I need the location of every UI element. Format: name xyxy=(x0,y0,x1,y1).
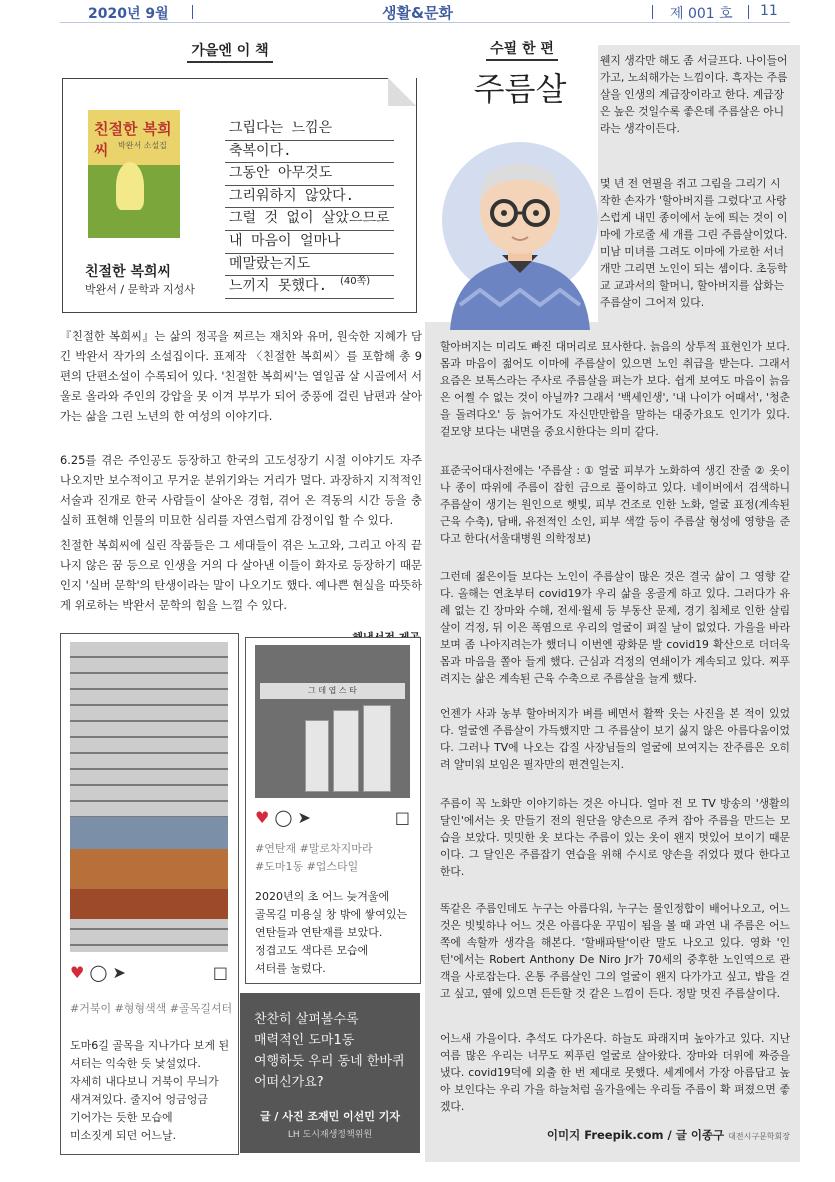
book-paragraph: 친절한 복희씨에 실린 작품들은 그 세대들이 겪은 노고와, 그리고 아직 끝나지 않은 꿈 등으로 인생을 거의 다 살아낸 이들이 화자로 등장하기 때문인지 '실버 문학'의 탄생이라는 말이 나오기도 했다. 예나쁜 현실을 따뜻하게 위로하는 박완서 문학의 힘을 느낄 수 있다. xyxy=(60,538,422,612)
book-paragraph: 6.25를 겪은 주인공도 등장하고 한국의 고도성장기 시절 이야기도 자주 나오지만 보수적이고 무거운 분위기와는 거리가 멀다. 과장하지 지적적인 서술과 진개로 한국 사람들이 살아온 경험, 겪어 온 격동의 시간 등을 충실히 표현해 인물의 미묘한 심리를 자연스럽게 감정이입 할 수 있다. xyxy=(60,453,422,527)
section-title: 생활&문화 xyxy=(381,4,454,22)
insta-tags: #연탄재 #말로차지마라 #도마1동 #업스타일 xyxy=(255,842,373,873)
turtle-shutter-photo xyxy=(70,642,228,952)
cover-title: 친절한 복희씨 xyxy=(94,120,172,159)
insta-actions xyxy=(255,808,410,827)
book-section-heading: 가을엔 이 책 xyxy=(160,40,300,60)
essay-paragraph: 그런데 젊은이들 보다는 노인이 주름살이 많은 것은 결국 삶이 그 영향 같다. 올해는 연초부터 covid19가 우리 삶을 옹골게 하고 있다. 그러다가 유례 없는 긴 장마와 수해, 전세·월세 등 부동산 문제, 경기 침체로 인한 살림살이 걱정, 뒤 이은 폭염으로 우리의 얼굴이 펴질 날이 없었다. 가을을 바라보며 좀 나아지려는가 했더니 이번엔 광화문 발 covid19 확산으로 더더욱 몸과 마음을 쫄아 들게 했다. 근심과 걱정의 연쇄이가 계속되고 있다. 찌푸려지는 삶은 계속된 근육 수축으로 주름살을 늘게 했다. xyxy=(440,570,790,685)
bookmark-icon[interactable]: □ xyxy=(394,808,410,827)
book-cover xyxy=(88,110,180,238)
elderly-man-illustration xyxy=(440,115,600,330)
insta-tags: #거북이 #형형색색 #골목길셔터 xyxy=(70,1002,233,1015)
header-divider xyxy=(652,5,653,19)
essay-credit: 이미지 Freepik.com / 글 이종구 대전시구문학회장 xyxy=(546,1128,790,1142)
bookmark-icon[interactable]: □ xyxy=(212,963,228,982)
essay-paragraph: 언젠가 사과 농부 할아버지가 벼를 베면서 활짝 웃는 사진을 본 적이 있었다. 얼굴엔 주름살이 가득했지만 그 주름살이 보기 싫지 않은 아름다움이었다. 그러나 TV에 나오는 갑질 사장님들의 얼굴에 보여지는 잔주름은 오히려 얄미워 보임은 필자만의 편견일는지. xyxy=(440,707,790,771)
essay-paragraph: 어느새 가을이다. 추석도 다가온다. 하늘도 파래지며 높아가고 있다. 지난 여름 많은 우리는 너무도 찌푸린 얼굴로 살아왔다. 장마와 더위에 짜증을 냈다. covid19덕에 외출 한 번 제대로 못했다. 세계에서 가장 아름답고 높아 보인다는 우리 가을 하늘처럼 올가을에는 우리들 주름이 확 펴졌으면 좋겠다. xyxy=(440,1032,790,1113)
essay-side-paragraph: 몇 년 전 연필을 쥐고 그림을 그리기 시작한 손자가 '할아버지를 그렸다'고 사랑스럽게 내민 종이에서 눈에 띄는 것이 이마에 가로줄 세 개를 그린 주름살이었다. 미남 미녀를 그려도 이마에 가로한 서너개만 그리면 노인이 되는 셈이다. 초등학교 교과서의 할머니, 할아버지를 삽화는 주름살이 그어져 있다. xyxy=(600,177,788,309)
essay-side-paragraph: 웬지 생각만 해도 좀 서글프다. 나이들어가고, 노쇠해가는 느낌이다. 흑자는 주름살을 인생의 계급장이라고 한다. 계급장은 높은 것일수록 좋은데 주름살은 아니라는 생각이든다. xyxy=(600,54,788,135)
essay-label: 수필 한 편 xyxy=(467,38,577,58)
briquette-photo xyxy=(255,645,410,798)
send-icon[interactable]: ➤ xyxy=(112,963,126,982)
essay-paragraph: 표준국어대사전에는 '주름살 : ① 얼굴 피부가 노화하여 생긴 잔줄 ② 옷이나 종이 따위에 주름이 잡힌 금으로 풀이하고 있다. 네이버에서 검색하니 주름살이 생기는 원인으로 햇빛, 피부 건조로 인한 노화, 얼굴 표정(계속된 근육 수축), 담배, 유전적인 소인, 피부 색깔 등이 주름살 형성에 영향을 준다고 한다(서울대병원 의학정보) xyxy=(440,464,790,545)
issue-number: 제 001 호 xyxy=(670,6,733,22)
tour-callout-box: 찬찬히 살펴볼수록 매력적인 도마1동 여행하듯 우리 동네 한바퀴 어떠신가요? 글 / 사진 조재민 이선민 기자 LH 도시재생정책위원 xyxy=(240,993,420,1153)
issue-date: 2020년 9월 xyxy=(88,6,169,22)
reporter-affiliation: LH 도시재생정책위원 xyxy=(287,1130,373,1140)
shop-sign: 그 데 엽 스 타 xyxy=(260,683,405,699)
insta-caption: 도마6길 골목을 지나가다 보게 된 셔터는 익숙한 듯 낯설었다. 자세히 내다보니 거북이 무늬가 새겨져있다. 줄지어 엉금엉금 기어가는 듯한 모습에 미소짓게 되던 어느날. xyxy=(70,1039,230,1142)
heart-icon[interactable]: ♥ xyxy=(255,808,270,827)
essay-title: 주름살 xyxy=(473,70,567,108)
insta-caption: 2020년의 초 어느 늦겨울에 골목길 미용실 창 밖에 쌓여있는 연탄들과 연탄재를 보았다. 정겹고도 색다른 모습에 셔터를 눌렀다. xyxy=(255,890,408,975)
insta-actions xyxy=(70,963,228,982)
page-number: 11 xyxy=(760,3,778,19)
essay-paragraph: 주름이 꼭 노화만 이야기하는 것은 아니다. 얼마 전 모 TV 방송의 '생활의 달인'에서는 옷 만들기 전의 원단을 양손으로 주켜 잡아 주름을 만드는 모습을 보았다. 밋밋한 옷 보다는 주름이 있는 옷이 왠지 멋있어 보이기 때문이다. 그 달인은 주름잡기 연습을 위해 수시로 양손을 쥐었다 폈다 한다고 한다. xyxy=(440,797,790,878)
comment-icon[interactable]: ◯ xyxy=(274,808,293,827)
book-quote: 그립다는 느낌은 축복이다. 그동안 아무것도 그리워하지 않았다. 그럴 것 없이 살았으므로 내 마음이 얼마나 메말랐는지도 느끼지 못했다. xyxy=(225,118,394,299)
reporter-credit: 글 / 사진 조재민 이선민 기자 xyxy=(259,1110,401,1123)
heart-icon[interactable]: ♥ xyxy=(70,963,85,982)
essay-paragraph: 할아버지는 미리도 빠진 대머리로 묘사한다. 늙음의 상투적 표현인가 보다. 몸과 마음이 젊어도 이마에 주름살이 있으면 노인 취급을 받는다. 그래서 요즘은 보톡스라는 주사로 주름살을 펴는가 보다. 쉽게 보여도 마음이 늙음은 어쩔 수 없는 것이 아닐까? 그래서 '백세인생', '내 나이가 어때서', '청춘을 돌려다오' 등 늙어가도 자신만만함을 말하는 대중가요도 인기가 있다. 겉모양 보다는 내면을 중요시한다는 의미 같다. xyxy=(440,340,790,438)
book-title: 친절한 복희씨 xyxy=(85,264,172,280)
book-paragraph: 『친절한 복희씨』는 삶의 정곡을 찌르는 재치와 유머, 원숙한 지혜가 담긴 박완서 작가의 소설집이다. 표제작 〈친절한 복희씨〉를 포함해 총 9편의 단편소설이 수록되어 있다. '친절한 복희씨'는 열일곱 살 시골에서 서울로 올라와 주인의 강압을 못 이겨 부부가 되어 중풍에 걸린 남편과 살아가는 삶을 그린 노년의 한 여성의 이야기다. xyxy=(60,329,422,423)
cover-author: 박완서 소설집 xyxy=(118,141,167,150)
book-publisher: 박완서 / 문학과 지성사 xyxy=(85,283,195,296)
comment-icon[interactable]: ◯ xyxy=(89,963,108,982)
page-fold xyxy=(388,78,416,106)
header-divider xyxy=(748,5,749,19)
quote-page-note: (40쪽) xyxy=(340,276,371,287)
essay-paragraph: 똑같은 주름인데도 누구는 아름다워, 누구는 물인정합이 배어나오고, 어느 것은 빗빛하나 어느 것은 아름다운 꾸밈이 됨을 볼 때 과연 내 주름은 어느 쪽에 속할까 생각을 해본다. '할배파탈'이란 말도 나오고 있다. 영화 '인턴'에서는 Robert Anthony De Niro Jr가 70세의 중후한 노인역으로 관객을 사로잡는다. 온통 주름살인 그의 얼굴이 왠지 다가가고 싶고, 밥을 걷고 싶고, 옆에 있으면 든든할 것 같은 느낌이 든다. 정말 멋진 주름살이다. xyxy=(440,902,790,1000)
send-icon[interactable]: ➤ xyxy=(297,808,311,827)
